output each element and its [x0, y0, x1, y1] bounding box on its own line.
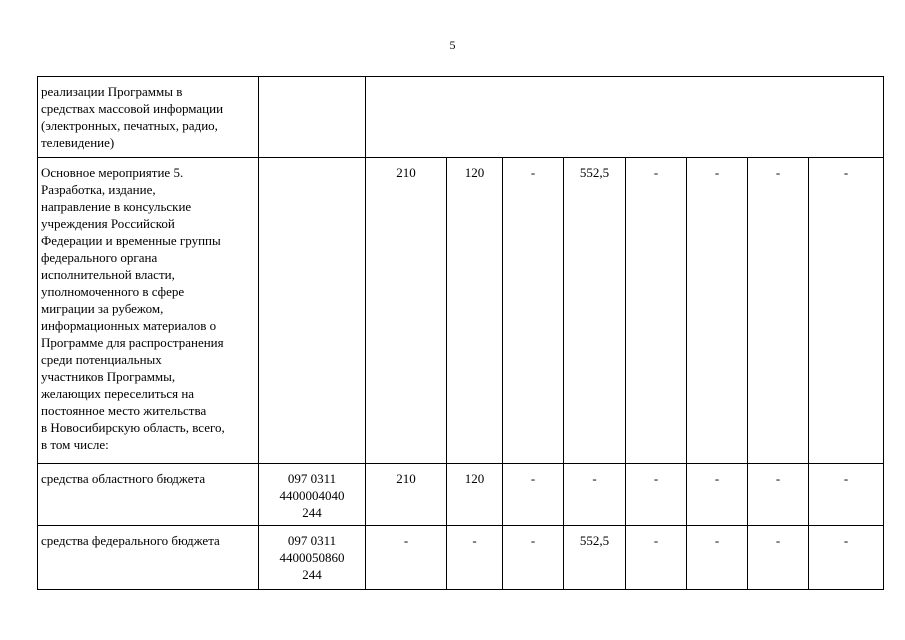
row-value: 210 [366, 464, 447, 526]
row-value: - [366, 526, 447, 590]
row-value: - [687, 158, 748, 464]
row-value: - [503, 158, 564, 464]
row-budget-code: 097 0311 4400050860 244 [259, 526, 366, 590]
row-value: - [809, 526, 884, 590]
row-description: Основное мероприятие 5. Разработка, издание, направление в консульские учреждения Российской Федерации и временные группы федерального органа исполнительной власти, уполномоченного в сфере миграции за рубежом, информационных материалов о Программе для распространения среди потенциальных участников Программы, желающих переселиться на постоянное место жительства в Новосибирскую область, всего, в том числе: [38, 158, 259, 464]
row-value: - [748, 158, 809, 464]
row-value: 120 [447, 158, 503, 464]
row-value: - [809, 158, 884, 464]
row-value: 210 [366, 158, 447, 464]
row-value: - [748, 526, 809, 590]
row-value: - [687, 526, 748, 590]
row-value: - [447, 526, 503, 590]
row-value: - [626, 464, 687, 526]
row-value: 552,5 [564, 158, 626, 464]
table-row [38, 77, 884, 158]
program-table [37, 76, 884, 590]
row-value: - [503, 464, 564, 526]
page-number: 5 [449, 38, 456, 52]
row-budget-code: 097 0311 4400004040 244 [259, 464, 366, 526]
row-values-merged [366, 77, 884, 158]
row-description: средства федерального бюджета [38, 526, 259, 590]
row-description: реализации Программы в средствах массовой информации (электронных, печатных, радио, телевидение) [38, 77, 259, 158]
row-value: - [626, 158, 687, 464]
row-value: - [687, 464, 748, 526]
row-budget-code [259, 77, 366, 158]
row-description: средства областного бюджета [38, 464, 259, 526]
row-value: - [564, 464, 626, 526]
row-value: - [748, 464, 809, 526]
table-row [38, 158, 884, 464]
table-row [38, 526, 884, 590]
row-value: 120 [447, 464, 503, 526]
row-value: 552,5 [564, 526, 626, 590]
table-row [38, 464, 884, 526]
row-value: - [809, 464, 884, 526]
row-budget-code [259, 158, 366, 464]
row-value: - [626, 526, 687, 590]
row-value: - [503, 526, 564, 590]
